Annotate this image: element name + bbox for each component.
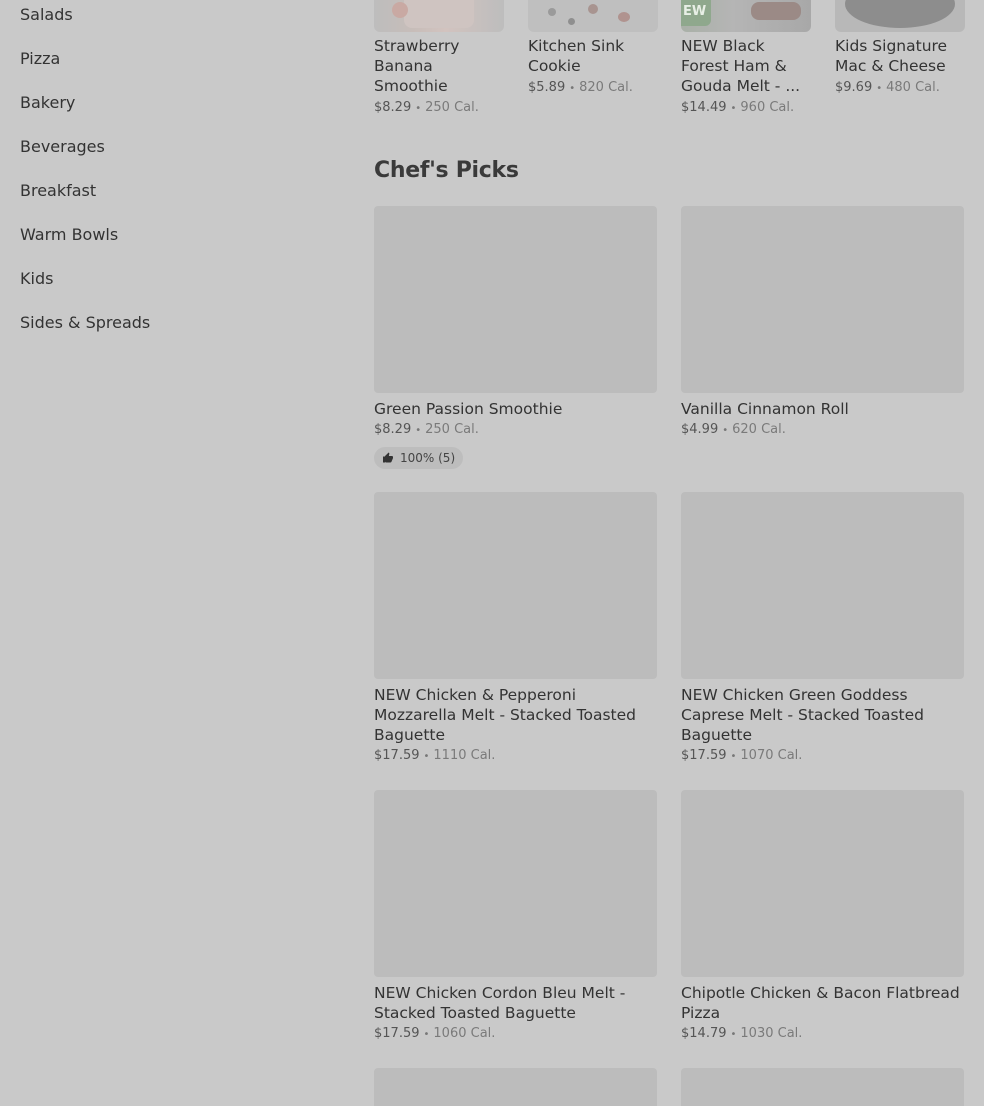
sidebar-item-sides-spreads[interactable]: Sides & Spreads [20, 313, 151, 332]
sidebar-item-beverages[interactable]: Beverages [20, 137, 105, 156]
item-price: $14.49 [681, 100, 727, 115]
item-calories: 1070 Cal. [740, 748, 803, 763]
item-name: NEW Black Forest Ham & Gouda Melt - ... [681, 37, 801, 95]
item-calories: 1060 Cal. [433, 1026, 496, 1041]
item-image-placeholder [681, 790, 964, 977]
item-name: Strawberry Banana Smoothie [374, 37, 460, 95]
menu-item-card[interactable] [374, 790, 657, 1043]
item-meta: $17.59 • 1110 Cal. [374, 748, 496, 763]
item-calories: 1030 Cal. [740, 1026, 803, 1041]
item-image-placeholder [681, 206, 964, 393]
item-name: NEW Chicken Green Goddess Caprese Melt - Stacked Toasted Baguette [681, 686, 925, 744]
item-price: $14.79 [681, 1026, 727, 1041]
item-meta: $17.59 • 1070 Cal. [681, 748, 803, 763]
item-image-placeholder [374, 492, 657, 679]
sidebar-item-salads[interactable]: Salads [20, 5, 73, 24]
item-price: $8.29 [374, 100, 412, 115]
item-meta: $9.69 • 480 Cal. [835, 80, 940, 95]
new-badge-text: EW [683, 4, 707, 19]
item-image [374, 0, 504, 32]
item-meta: $8.29 • 250 Cal. [374, 422, 479, 437]
menu-item-card[interactable] [681, 206, 964, 439]
item-image-placeholder [681, 492, 964, 679]
item-meta: $5.89 • 820 Cal. [528, 80, 633, 95]
item-meta: $17.59 • 1060 Cal. [374, 1026, 496, 1041]
item-calories: 820 Cal. [579, 80, 633, 95]
sidebar-item-warm-bowls[interactable]: Warm Bowls [20, 225, 119, 244]
menu-item-card[interactable] [374, 206, 657, 469]
item-name: Vanilla Cinnamon Roll [681, 400, 849, 418]
menu-item-card[interactable] [681, 492, 964, 765]
item-name: Kitchen Sink Cookie [528, 37, 625, 75]
item-meta: $4.99 • 620 Cal. [681, 422, 786, 437]
item-meta: $8.29 • 250 Cal. [374, 100, 479, 115]
item-name: Chipotle Chicken & Bacon Flatbread Pizza [681, 984, 960, 1022]
menu-item-card[interactable] [374, 492, 657, 765]
sidebar-item-pizza[interactable]: Pizza [20, 49, 61, 68]
menu-item-card[interactable] [681, 790, 964, 1043]
item-name: NEW Chicken & Pepperoni Mozzarella Melt - Stacked Toasted Baguette [374, 686, 636, 744]
item-price: $17.59 [681, 748, 727, 763]
sidebar-item-breakfast[interactable]: Breakfast [20, 181, 97, 200]
item-image [835, 0, 965, 32]
rating-text: 100% (5) [400, 451, 456, 465]
item-calories: 250 Cal. [425, 422, 479, 437]
menu-item-card[interactable] [374, 1068, 657, 1106]
item-image [681, 0, 811, 32]
item-calories: 250 Cal. [425, 100, 479, 115]
item-name: Kids Signature Mac & Cheese [835, 37, 948, 75]
item-calories: 480 Cal. [886, 80, 940, 95]
item-name: Green Passion Smoothie [374, 400, 563, 418]
item-calories: 620 Cal. [732, 422, 786, 437]
item-image-placeholder [374, 206, 657, 393]
item-meta: $14.79 • 1030 Cal. [681, 1026, 803, 1041]
item-price: $17.59 [374, 1026, 420, 1041]
section-title: Chef's Picks [374, 158, 519, 183]
item-image-placeholder [374, 790, 657, 977]
item-name: NEW Chicken Cordon Bleu Melt - Stacked Toasted Baguette [374, 984, 626, 1022]
menu-item-card[interactable] [681, 1068, 964, 1106]
item-price: $17.59 [374, 748, 420, 763]
rating-badge [374, 447, 463, 469]
item-calories: 960 Cal. [740, 100, 795, 115]
sidebar-item-bakery[interactable]: Bakery [20, 93, 76, 112]
sidebar-item-kids[interactable]: Kids [20, 269, 54, 288]
item-price: $8.29 [374, 422, 412, 437]
item-price: $9.69 [835, 80, 873, 95]
item-image [528, 0, 658, 32]
item-meta: $14.49 • 960 Cal. [681, 100, 795, 115]
item-price: $4.99 [681, 422, 719, 437]
item-image-placeholder [681, 1068, 964, 1106]
item-price: $5.89 [528, 80, 566, 95]
item-calories: 1110 Cal. [433, 748, 496, 763]
thumbs-up-icon [382, 452, 394, 464]
item-image-placeholder [374, 1068, 657, 1106]
